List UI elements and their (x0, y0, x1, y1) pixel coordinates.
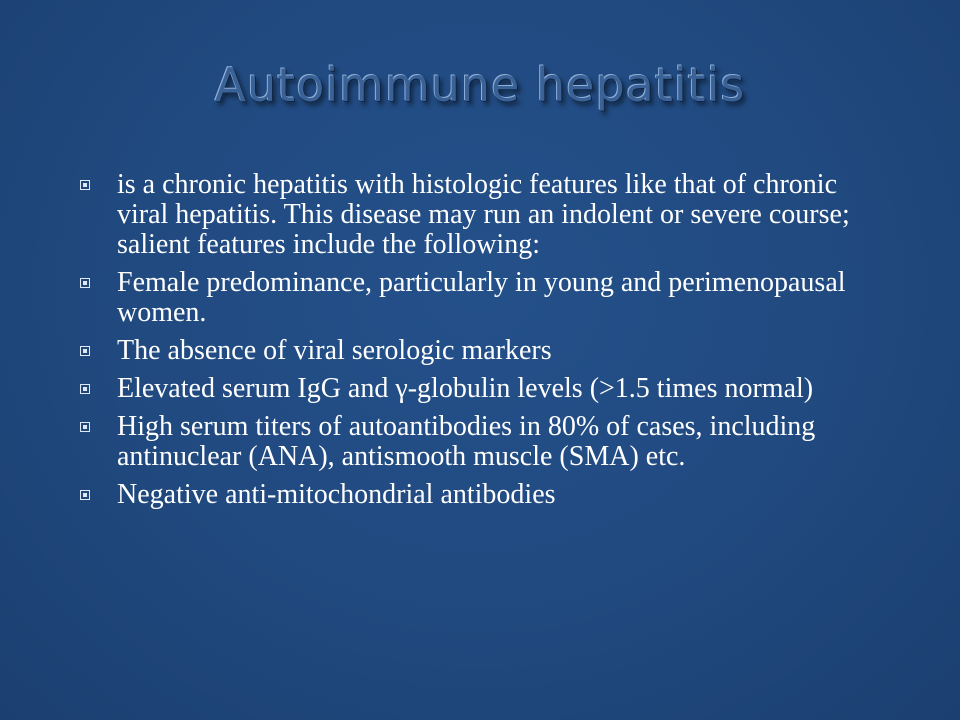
slide-title: Autoimmune hepatitis (214, 58, 746, 112)
bullet-text: Female predominance, particularly in young and perimenopausal women. (117, 267, 846, 328)
bullet-item (80, 336, 860, 366)
bullet-item (80, 374, 860, 404)
bullet-item (80, 480, 860, 510)
square-bullet-icon (80, 422, 90, 432)
square-bullet-icon (80, 180, 90, 190)
square-bullet-icon (80, 346, 90, 356)
bullet-text: is a chronic hepatitis with histologic features like that of chronic viral hepatitis. This disease may run an indolent or severe course; salient features include the following: (117, 169, 850, 260)
square-bullet-icon (80, 278, 90, 288)
bullet-text: The absence of viral serologic markers (117, 335, 552, 366)
bullet-item (80, 412, 860, 472)
bullet-text: Elevated serum IgG and γ-globulin levels (>1.5 times normal) (117, 373, 814, 404)
bullet-text: Negative anti-mitochondrial antibodies (117, 479, 556, 510)
bullet-item (80, 268, 860, 328)
bullet-text: High serum titers of autoantibodies in 80% of cases, including antinuclear (ANA), antismooth muscle (SMA) etc. (117, 411, 816, 472)
bullet-list (80, 170, 860, 518)
square-bullet-icon (80, 384, 90, 394)
bullet-item (80, 170, 860, 260)
square-bullet-icon (80, 490, 90, 500)
